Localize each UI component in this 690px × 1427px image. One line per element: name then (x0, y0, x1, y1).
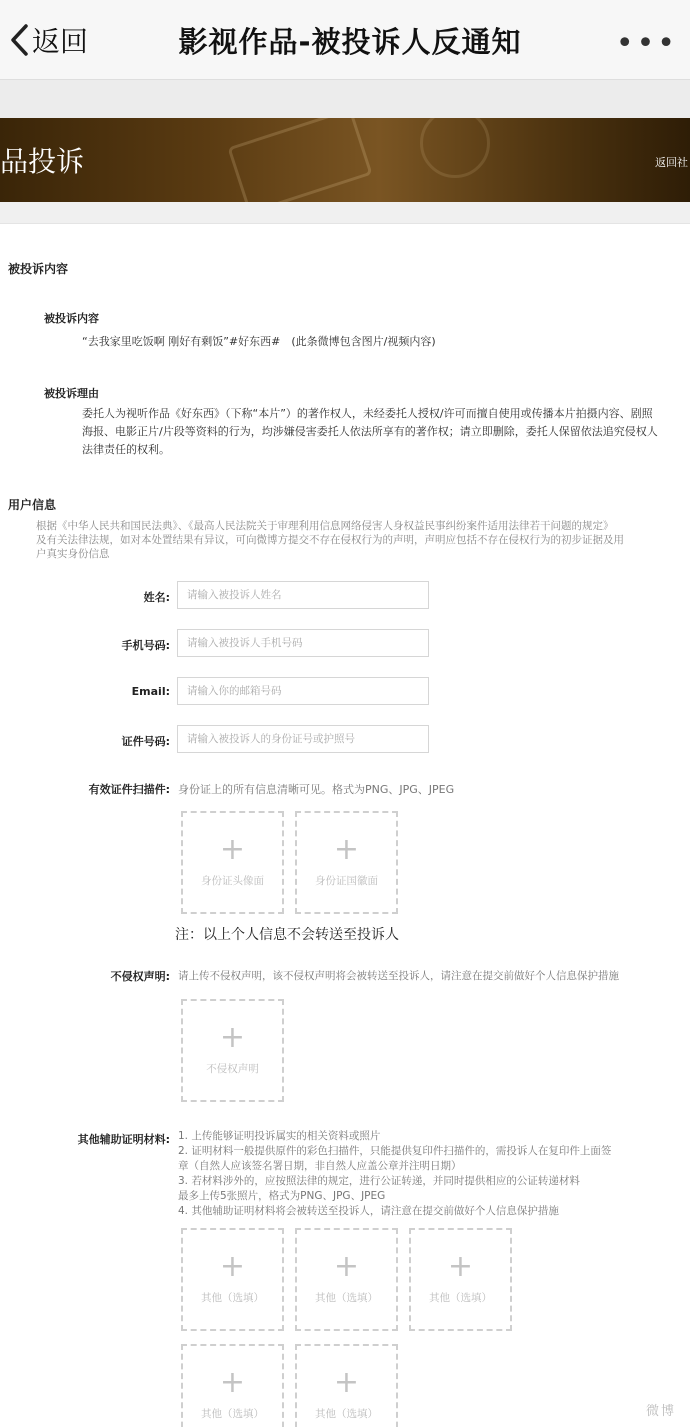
plus-icon: + (219, 1020, 246, 1055)
upload-label: 其他（选填） (429, 1292, 492, 1304)
complaint-content-label: 被投诉内容 (44, 312, 99, 325)
upload-other-4[interactable] (181, 1344, 284, 1427)
chevron-left-icon (8, 23, 30, 57)
email-input[interactable] (177, 677, 429, 705)
other-rule-line: 1. 上传能够证明投诉属实的相关资料或照片 (178, 1130, 381, 1142)
user-info-section-title: 用户信息 (8, 498, 57, 512)
other-rule-line: 3. 若材料涉外的，应按照法律的规定，进行公证转递，并同时提供相应的公证转递材料 (178, 1175, 580, 1187)
nav-bar (0, 0, 690, 80)
upload-label: 其他（选填） (315, 1292, 378, 1304)
banner-back-link[interactable]: 返回社 (655, 156, 688, 169)
upload-label: 身份证国徽面 (315, 875, 378, 887)
phone-input[interactable] (177, 629, 429, 657)
back-button[interactable] (8, 20, 88, 60)
complaint-reason-line: 法律责任的权利。 (82, 443, 170, 456)
upload-other-3[interactable] (409, 1228, 512, 1331)
id-number-input[interactable] (177, 725, 429, 753)
upload-label: 其他（选填） (201, 1292, 264, 1304)
upload-other-5[interactable] (295, 1344, 398, 1427)
id-number-label: 证件号码: (121, 735, 170, 748)
other-materials-label: 其他辅助证明材料: (77, 1133, 170, 1146)
id-scan-hint: 身份证上的所有信息清晰可见。格式为PNG、JPG、JPEG (178, 783, 455, 796)
email-label: Email: (131, 685, 170, 698)
film-strip-decoration (227, 118, 372, 202)
complaint-content-text: “去我家里吃饭啊 刚好有剩饭”#好东西# (此条微博包含图片/视频内容) (82, 335, 436, 348)
other-rule-line: 章（自然人应该签名署日期，非自然人应盖公章并注明日期） (178, 1160, 462, 1172)
upload-label: 其他（选填） (201, 1408, 264, 1420)
page-title: 影视作品-被投诉人反通知 (178, 25, 522, 59)
plus-icon: + (333, 1365, 360, 1400)
upload-id-back[interactable] (295, 811, 398, 914)
plus-icon: + (333, 1249, 360, 1284)
plus-icon: + (333, 832, 360, 867)
film-reel-decoration (420, 118, 490, 178)
plus-icon: + (219, 832, 246, 867)
banner-title: 品投诉 (0, 145, 85, 178)
other-rule-line: 4. 其他辅助证明材料将会被转送至投诉人，请注意在提交前做好个人信息保护措施 (178, 1205, 559, 1217)
divider-strip (0, 80, 690, 118)
complaint-section-title: 被投诉内容 (8, 262, 69, 276)
other-rule-line: 2. 证明材料一般提供原件的彩色扫描件，只能提供复印件扫描件的，需投诉人在复印件上面签 (178, 1145, 612, 1157)
more-icon[interactable]: ••• (615, 26, 678, 61)
upload-label: 不侵权声明 (206, 1063, 259, 1075)
plus-icon: + (219, 1249, 246, 1284)
phone-label: 手机号码: (121, 639, 170, 652)
id-scan-label: 有效证件扫描件: (88, 783, 170, 796)
watermark: 微博 (645, 1404, 676, 1419)
user-info-notice-line: 及有关法律法规，如对本处置结果有异议，可向微博方提交不存在侵权行为的声明，声明应包括不存在侵权行为的初步证据及用 (36, 534, 624, 546)
name-input[interactable] (177, 581, 429, 609)
plus-icon: + (447, 1249, 474, 1284)
complaint-reason-label: 被投诉理由 (44, 387, 99, 400)
upload-other-1[interactable] (181, 1228, 284, 1331)
user-info-notice-line: 户真实身份信息 (36, 548, 110, 560)
upload-statement[interactable] (181, 999, 284, 1102)
user-info-notice-line: 根据《中华人民共和国民法典》、《最高人民法院关于审理利用信息网络侵害人身权益民事纠纷案件适用法律若干问题的规定》 (36, 520, 614, 532)
complaint-reason-line: 海报、电影正片/片段等资料的行为，均涉嫌侵害委托人依法所享有的著作权；请立即删除，委托人保留依法追究侵权人 (82, 425, 658, 438)
other-rule-line: 最多上传5张照片，格式为PNG、JPG、JPEG (178, 1190, 386, 1202)
upload-label: 其他（选填） (315, 1408, 378, 1420)
statement-label: 不侵权声明: (110, 970, 170, 983)
privacy-note: 注：以上个人信息不会转送至投诉人 (175, 927, 399, 943)
plus-icon: + (219, 1365, 246, 1400)
banner (0, 118, 690, 202)
back-label: 返回 (32, 25, 89, 58)
upload-label: 身份证头像面 (201, 875, 264, 887)
name-label: 姓名: (143, 591, 170, 604)
banner-divider (0, 202, 690, 224)
upload-id-front[interactable] (181, 811, 284, 914)
statement-hint: 请上传不侵权声明，该不侵权声明将会被转送至投诉人，请注意在提交前做好个人信息保护措施 (178, 970, 619, 982)
complaint-reason-line: 委托人为视听作品《好东西》（下称“本片”）的著作权人，未经委托人授权/许可而擅自使用或传播本片拍摄内容、剧照 (82, 407, 653, 420)
upload-other-2[interactable] (295, 1228, 398, 1331)
